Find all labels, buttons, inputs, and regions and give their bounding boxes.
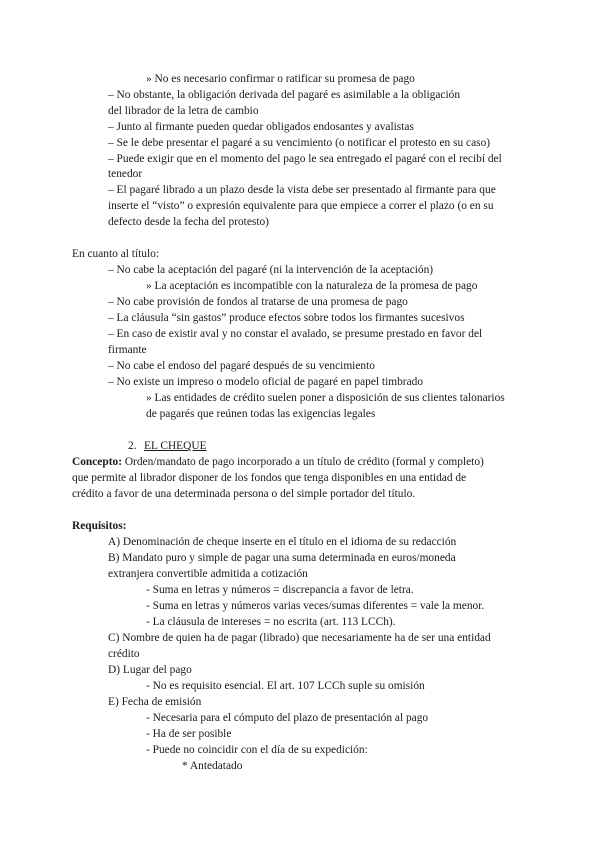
concepto-label: Concepto: bbox=[72, 456, 122, 468]
requisitos-label: Requisitos: bbox=[72, 520, 127, 532]
dash-line: – El pagaré librado a un plazo desde la vista debe ser presentado al firmante para que bbox=[108, 184, 496, 196]
concepto-line bbox=[72, 454, 484, 470]
sub-item: - No es requisito esencial. El art. 107 LCCh suple su omisión bbox=[146, 680, 425, 692]
dash-line: – No obstante, la obligación derivada del pagaré es asimilable a la obligación bbox=[108, 89, 461, 101]
text-line: crédito bbox=[108, 648, 140, 660]
requisito-item: A) Denominación de cheque inserte en el título en el idioma de su redacción bbox=[108, 536, 457, 548]
bullet-line: » La aceptación es incompatible con la naturaleza de la promesa de pago bbox=[146, 280, 478, 292]
sub-item: - Suma en letras y números = discrepancia a favor de letra. bbox=[146, 584, 414, 596]
dash-line: – La cláusula “sin gastos” produce efectos sobre todos los firmantes sucesivos bbox=[108, 312, 465, 324]
sub-item: - Necesaria para el cómputo del plazo de presentación al pago bbox=[146, 712, 429, 724]
dash-line: – En caso de existir aval y no constar el avalado, se presume prestado en favor del bbox=[108, 328, 483, 340]
text-line: de pagarés que reúnen todas las exigencias legales bbox=[146, 408, 376, 420]
titulo-heading: En cuanto al título: bbox=[72, 248, 159, 260]
bullet-line: » No es necesario confirmar o ratificar su promesa de pago bbox=[146, 73, 415, 85]
text-line: tenedor bbox=[108, 168, 143, 180]
sub-item: - Ha de ser posible bbox=[146, 728, 232, 740]
dash-line: – Se le debe presentar el pagaré a su vencimiento (o notificar el protesto en su caso) bbox=[108, 137, 491, 149]
requisito-item: B) Mandato puro y simple de pagar una suma determinada en euros/moneda bbox=[108, 552, 456, 564]
concepto-text: Orden/mandato de pago incorporado a un título de crédito (formal y completo) bbox=[121, 456, 484, 468]
sub-item: - Puede no coincidir con el día de su expedición: bbox=[146, 744, 368, 756]
dash-line: – Puede exigir que en el momento del pago le sea entregado el pagaré con el recibí del bbox=[108, 153, 502, 165]
sub-item: - La cláusula de intereses = no escrita (art. 113 LCCh). bbox=[146, 616, 396, 628]
text-line: que permite al librador disponer de los fondos que tenga disponibles en una entidad de bbox=[72, 472, 467, 484]
text-line: del librador de la letra de cambio bbox=[108, 105, 259, 117]
text-line: inserte el “visto” o expresión equivalente para que empiece a correr el plazo (o en su bbox=[108, 200, 494, 212]
text-line: firmante bbox=[108, 344, 147, 356]
requisito-item: C) Nombre de quien ha de pagar (librado) que necesariamente ha de ser una entidad bbox=[108, 632, 491, 644]
section-heading bbox=[128, 438, 207, 454]
dash-line: – Junto al firmante pueden quedar obligados endosantes y avalistas bbox=[108, 121, 414, 133]
dash-line: – No cabe provisión de fondos al tratarse de una promesa de pago bbox=[108, 296, 408, 308]
sub-item: - Suma en letras y números varias veces/sumas diferentes = vale la menor. bbox=[146, 600, 485, 612]
bullet-line: » Las entidades de crédito suelen poner a disposición de sus clientes talonarios bbox=[146, 392, 505, 404]
section-number: 2. bbox=[128, 440, 137, 452]
dash-line: – No cabe el endoso del pagaré después de su vencimiento bbox=[108, 360, 375, 372]
sub-sub-item: * Antedatado bbox=[182, 760, 243, 772]
dash-line: – No cabe la aceptación del pagaré (ni la intervención de la aceptación) bbox=[108, 264, 434, 276]
requisito-item: D) Lugar del pago bbox=[108, 664, 192, 676]
text-line: extranjera convertible admitida a cotización bbox=[108, 568, 308, 580]
dash-line: – No existe un impreso o modelo oficial de pagaré en papel timbrado bbox=[108, 376, 424, 388]
requisito-item: E) Fecha de emisión bbox=[108, 696, 202, 708]
section-title: EL CHEQUE bbox=[144, 440, 207, 452]
text-line: defecto desde la fecha del protesto) bbox=[108, 216, 269, 228]
text-line: crédito a favor de una determinada persona o del simple portador del título. bbox=[72, 488, 416, 500]
